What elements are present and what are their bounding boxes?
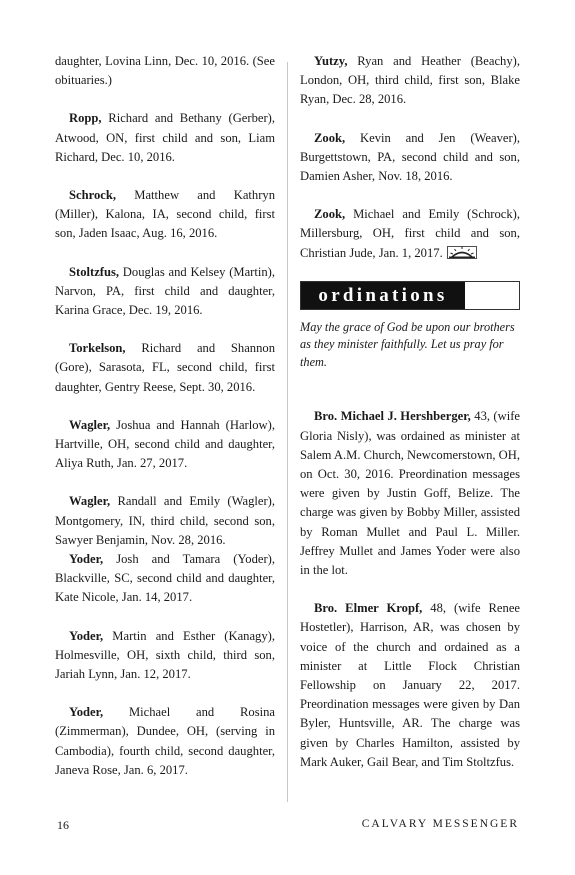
entry-text: Richard and Bethany (Gerber), Atwood, ON, first child and son, Liam Richard, Dec. 10, 2016.: [55, 111, 275, 164]
ordinations-intro: May the grace of God be upon our brothers as they minister faithfully. Let us pray for them.: [300, 319, 515, 369]
entry-continuation: daughter, Lovina Linn, Dec. 10, 2016. (See obituaries.): [55, 54, 275, 88]
birth-entry: [55, 550, 275, 608]
entry-surname: Yoder,: [69, 628, 104, 643]
entry-text: Joshua and Hannah (Harlow), Hartville, OH, second child and daughter, Aliya Ruth, Jan. 27, 2017.: [55, 417, 275, 471]
entry-text: Michael and Rosina (Zimmerman), Dundee, OH, (serving in Cambodia), fourth child, second daughter, Janeva Rose, Jan. 6, 2017.: [55, 705, 275, 777]
birth-entry: [55, 416, 275, 474]
section-end-ornament-icon: [447, 246, 477, 259]
ordination-text: 48, (wife Renee Hostetler), Harrison, AR, was chosen by voice of the church and ordained as a minister at Little Flock Christian Fellowship on January 22, 2017. Preordination messages were given by Dan Byler, Huntsville, AR. The charge was given by Charles Hamilton, assisted by Mark Auker, Gail Bear, and Tim Stoltzfus.: [300, 601, 521, 769]
entry-text: Matthew and Kathryn (Miller), Kalona, IA, second child, first son, Jaden Isaac, Aug. 16, 2016.: [55, 188, 275, 241]
entry-text: Richard and Shannon (Gore), Sarasota, FL, second child, first daughter, Gentry Reese, Sept. 30, 2016.: [55, 341, 275, 394]
entry-surname: Zook,: [314, 207, 346, 222]
birth-entry: [300, 52, 520, 110]
entry-surname: Wagler,: [69, 417, 111, 432]
birth-entry: [55, 703, 275, 780]
publication-name: CALVARY MESSENGER: [361, 818, 519, 830]
entry-text: Josh and Tamara (Yoder), Blackville, SC, second child and daughter, Kate Nicole, Jan. 14, 2017.: [55, 552, 275, 605]
ordination-entry: [300, 599, 520, 772]
left-column: [55, 52, 275, 780]
entry-surname: Zook,: [314, 130, 346, 145]
birth-entry: [300, 129, 520, 187]
entry-surname: Yoder,: [69, 705, 104, 720]
birth-entry: [55, 339, 275, 397]
ordination-text: 43, (wife Gloria Nisly), was ordained as minister at Salem A.M. Church, Newcomerstown, OH, on Oct. 30, 2016. Preordination messages were given by Justin Goff, Belize. The charge was given by Bobby Miller, assisted by Roman Mullet and Paul L. Miller. Jeffrey Mullet and James Yoder were also in the lot.: [300, 409, 521, 577]
entry-text: Michael and Emily (Schrock), Millersburg, OH, first child and son, Christian Jude, Jan. 1, 2017.: [300, 207, 520, 260]
entry-text: Ryan and Heather (Beachy), London, OH, third child, first son, Blake Ryan, Dec. 28, 2016.: [300, 54, 520, 107]
ordination-name: Bro. Elmer Kropf,: [314, 601, 423, 616]
birth-entry: [55, 186, 275, 244]
column-divider: [287, 62, 288, 802]
ordinations-heading-label: ordinations: [301, 282, 465, 309]
entry-surname: Yoder,: [69, 552, 104, 567]
right-column: [300, 52, 520, 772]
birth-entry: [55, 627, 275, 685]
entry-text: Martin and Esther (Kanagy), Holmesville, OH, sixth child, third son, Jariah Lynn, Jan. 12, 2017.: [55, 628, 275, 682]
birth-entry: [300, 205, 520, 263]
entry-surname: Stoltzfus,: [69, 264, 120, 279]
ordination-name: Bro. Michael J. Hershberger,: [314, 409, 471, 424]
birth-entry: [55, 109, 275, 167]
entry-text: Douglas and Kelsey (Martin), Narvon, PA, first child and daughter, Karina Grace, Dec. 19, 2016.: [55, 264, 276, 318]
entry-text: Kevin and Jen (Weaver), Burgettstown, PA, second child and son, Damien Asher, Nov. 18, 2016.: [300, 130, 520, 184]
entry-text: Randall and Emily (Wagler), Montgomery, IN, third child, second son, Sawyer Benjamin, Nov. 28, 2016.: [55, 494, 275, 547]
entry-surname: Wagler,: [69, 494, 111, 509]
entry-surname: Torkelson,: [69, 341, 126, 356]
ordinations-heading: [300, 281, 520, 310]
birth-entry: [55, 263, 275, 321]
entry-surname: Yutzy,: [314, 54, 348, 68]
birth-entry: [55, 492, 275, 550]
entry-surname: Schrock,: [69, 188, 116, 203]
page-number: 16: [57, 818, 69, 832]
entry-surname: Ropp,: [69, 111, 102, 126]
ordination-entry: [300, 407, 520, 580]
